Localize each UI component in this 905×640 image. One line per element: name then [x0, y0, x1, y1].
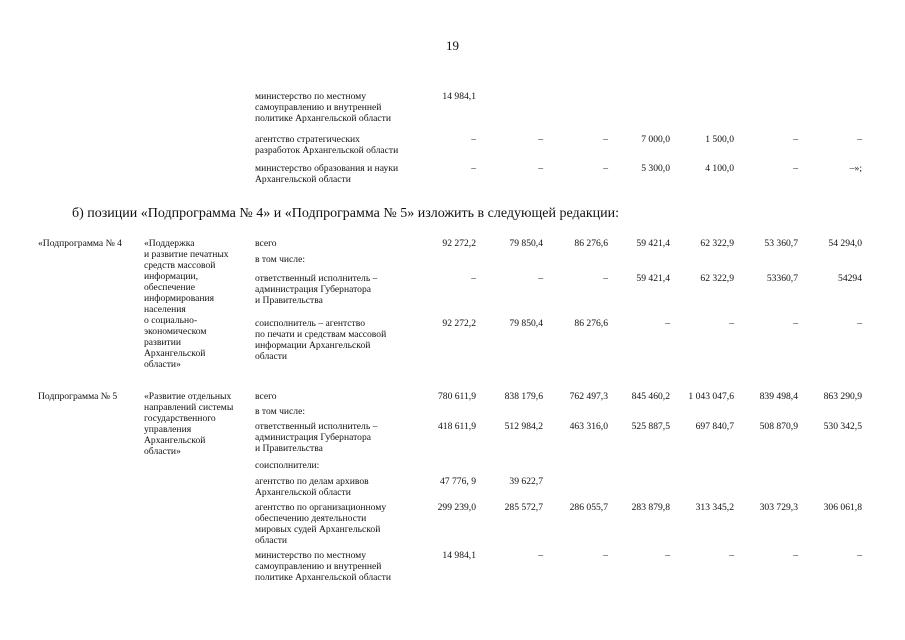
continuation-value-cell: –: [857, 134, 862, 145]
subprogram-4-value-cell: 86 276,6: [574, 318, 608, 329]
subprogram-4-value-cell: –: [471, 273, 476, 284]
subprogram-5-value-cell: 512 984,2: [504, 421, 543, 432]
subprogram-5-value-cell: 863 290,9: [823, 391, 862, 402]
subprogram-5-value-cell: 283 879,8: [631, 502, 670, 513]
subprogram-4-value-cell: 54294: [838, 273, 862, 284]
continuation-value-cell: 4 100,0: [705, 163, 734, 174]
continuation-value-cell: –: [603, 163, 608, 174]
subprogram-5-value-cell: 299 239,0: [437, 502, 476, 513]
continuation-value-cell: 7 000,0: [641, 134, 670, 145]
subprogram-5-value-cell: 845 460,2: [631, 391, 670, 402]
subprogram-4-value-cell: 92 272,2: [442, 238, 476, 249]
subprogram-4-value-cell: 62 322,9: [700, 273, 734, 284]
subprogram-4-row-label: в том числе:: [255, 254, 306, 265]
subprogram-5-value-cell: 47 776, 9: [440, 476, 476, 487]
continuation-value-cell: 1 500,0: [705, 134, 734, 145]
continuation-value-cell: –: [538, 163, 543, 174]
subprogram-4-value-cell: 53 360,7: [764, 238, 798, 249]
continuation-value-cell: –: [471, 163, 476, 174]
subprogram-5-name: Подпрограмма № 5: [38, 391, 118, 402]
subprogram-5-value-cell: 306 061,8: [823, 502, 862, 513]
subprogram-5-value-cell: –: [665, 550, 670, 561]
subprogram-5-row-label: соисполнители:: [255, 460, 320, 471]
subprogram-4-value-cell: –: [538, 273, 543, 284]
subprogram-4-value-cell: 54 294,0: [828, 238, 862, 249]
subprogram-5-row-label: агентство по делам архивов Архангельской области: [255, 476, 369, 498]
subprogram-5-row-label: ответственный исполнитель – администрация Губернатора и Правительства: [255, 421, 378, 454]
continuation-value-cell: –»;: [849, 163, 862, 174]
subprogram-5-row-label: агентство по организационному обеспечению деятельности мировых судей Архангельской области: [255, 502, 387, 546]
subprogram-5-value-cell: 1 043 047,6: [688, 391, 734, 402]
subprogram-5-value-cell: 525 887,5: [631, 421, 670, 432]
subprogram-5-value-cell: –: [538, 550, 543, 561]
section-title: б) позиции «Подпрограмма № 4» и «Подпрограмма № 5» изложить в следующей редакции:: [72, 206, 619, 221]
continuation-value-cell: –: [793, 163, 798, 174]
continuation-value-cell: 5 300,0: [641, 163, 670, 174]
subprogram-4-value-cell: –: [665, 318, 670, 329]
subprogram-5-value-cell: 838 179,6: [504, 391, 543, 402]
continuation-row-label: министерство по местному самоуправлению и внутренней политике Архангельской области: [255, 91, 391, 124]
subprogram-4-row-label: соисполнитель – агентство по печати и средствам массовой информации Архангельской области: [255, 318, 387, 362]
subprogram-4-value-cell: 62 322,9: [700, 238, 734, 249]
subprogram-4-value-cell: –: [603, 273, 608, 284]
continuation-value-cell: 14 984,1: [442, 91, 476, 102]
subprogram-5-value-cell: –: [603, 550, 608, 561]
continuation-row-label: агентство стратегических разработок Архангельской области: [255, 134, 399, 156]
subprogram-5-row-label: в том числе:: [255, 406, 306, 417]
page-number: 19: [446, 38, 459, 53]
subprogram-5-value-cell: 39 622,7: [509, 476, 543, 487]
subprogram-5-value-cell: 839 498,4: [759, 391, 798, 402]
subprogram-4-value-cell: 79 850,4: [509, 238, 543, 249]
continuation-value-cell: –: [471, 134, 476, 145]
subprogram-4-value-cell: 92 272,2: [442, 318, 476, 329]
subprogram-4-value-cell: 53360,7: [766, 273, 798, 284]
subprogram-4-value-cell: –: [793, 318, 798, 329]
subprogram-5-value-cell: 530 342,5: [823, 421, 862, 432]
subprogram-5-value-cell: 286 055,7: [569, 502, 608, 513]
subprogram-5-value-cell: –: [729, 550, 734, 561]
subprogram-4-row-label: ответственный исполнитель – администрация Губернатора и Правительства: [255, 273, 378, 306]
subprogram-5-value-cell: 780 611,9: [437, 391, 476, 402]
subprogram-5-value-cell: 508 870,9: [759, 421, 798, 432]
subprogram-5-value-cell: 418 611,9: [437, 421, 476, 432]
subprogram-4-row-label: всего: [255, 238, 277, 249]
subprogram-5-value-cell: 14 984,1: [442, 550, 476, 561]
subprogram-4-value-cell: 79 850,4: [509, 318, 543, 329]
subprogram-4-value-cell: 86 276,6: [574, 238, 608, 249]
subprogram-5-value-cell: –: [857, 550, 862, 561]
subprogram-5-value-cell: 463 316,0: [569, 421, 608, 432]
subprogram-5-description: «Развитие отдельных направлений системы государственного управления Архангельской области»: [144, 391, 234, 457]
subprogram-5-value-cell: 697 840,7: [695, 421, 734, 432]
continuation-value-cell: –: [538, 134, 543, 145]
subprogram-4-name: «Подпрограмма № 4: [38, 238, 122, 249]
subprogram-4-description: «Поддержка и развитие печатных средств массовой информации, обеспечение информирования населения о социально- экономическом развитии Архангельской области»: [144, 238, 229, 370]
continuation-row-label: министерство образования и науки Архангельской области: [255, 163, 399, 185]
continuation-value-cell: –: [603, 134, 608, 145]
subprogram-4-value-cell: 59 421,4: [636, 273, 670, 284]
subprogram-4-value-cell: –: [857, 318, 862, 329]
subprogram-5-value-cell: 313 345,2: [695, 502, 734, 513]
subprogram-5-value-cell: 762 497,3: [569, 391, 608, 402]
subprogram-5-row-label: министерство по местному самоуправлению и внутренней политике Архангельской области: [255, 550, 391, 583]
subprogram-5-row-label: всего: [255, 391, 277, 402]
subprogram-5-value-cell: –: [793, 550, 798, 561]
subprogram-4-value-cell: 59 421,4: [636, 238, 670, 249]
continuation-value-cell: –: [793, 134, 798, 145]
subprogram-5-value-cell: 285 572,7: [504, 502, 543, 513]
subprogram-5-value-cell: 303 729,3: [759, 502, 798, 513]
subprogram-4-value-cell: –: [729, 318, 734, 329]
